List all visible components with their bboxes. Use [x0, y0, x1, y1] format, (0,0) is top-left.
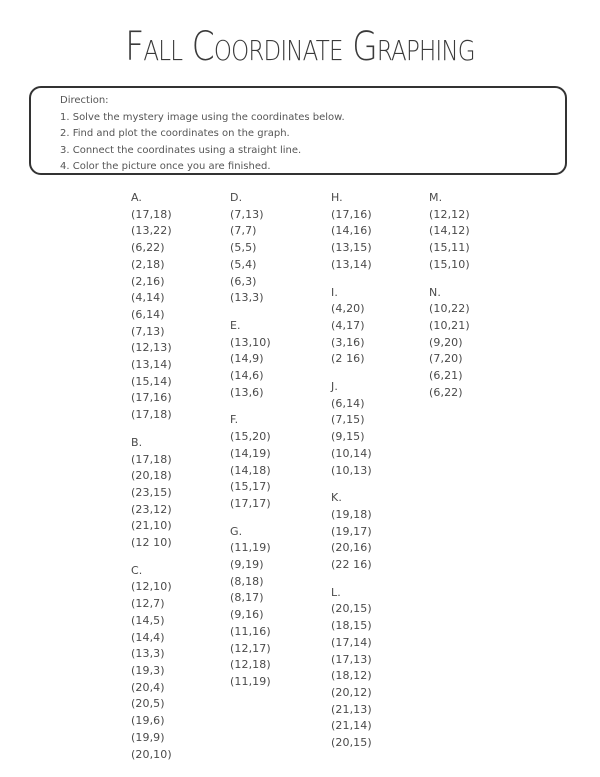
- coordinate-pair: (6,22): [131, 241, 165, 255]
- group-label: I.: [331, 285, 338, 299]
- coordinate-pair: (7,7): [230, 224, 257, 238]
- coordinate-pair: (7,13): [230, 207, 264, 221]
- coordinate-pair: (10,13): [331, 463, 372, 477]
- group-label: E.: [230, 318, 241, 332]
- coordinate-column-2: [230, 190, 271, 702]
- coordinate-pair: (5,5): [230, 241, 257, 255]
- coordinate-pair: (12,12): [429, 207, 470, 221]
- coordinate-pair: (9,20): [429, 335, 463, 349]
- coordinate-pair: (12,18): [230, 658, 271, 672]
- coordinate-pair: (15,10): [429, 257, 470, 271]
- coordinate-column-1: [131, 190, 172, 774]
- coordinate-pair: (20,16): [331, 541, 372, 555]
- coordinate-group: [331, 585, 372, 752]
- coordinate-group: [131, 190, 172, 424]
- coordinate-pair: (14,4): [131, 630, 165, 644]
- coordinate-pair: (8,17): [230, 591, 264, 605]
- coordinate-pair: (20,18): [131, 469, 172, 483]
- coordinate-group: [230, 524, 271, 691]
- coordinate-pair: (6,21): [429, 369, 463, 383]
- coordinate-pair: (10,14): [331, 446, 372, 460]
- coordinate-pair: (15,14): [131, 374, 172, 388]
- coordinate-pair: (17,18): [131, 452, 172, 466]
- coordinate-pair: (2 16): [331, 352, 365, 366]
- coordinate-pair: (12,10): [131, 580, 172, 594]
- coordinate-pair: (15,20): [230, 430, 271, 444]
- group-label: L.: [331, 585, 341, 599]
- coordinate-pair: (3,16): [331, 335, 365, 349]
- directions-box: [29, 86, 567, 175]
- coordinate-pair: (23,12): [131, 502, 172, 516]
- coordinate-pair: (13,10): [230, 335, 271, 349]
- coordinate-pair: (14,5): [131, 613, 165, 627]
- coordinate-group: [331, 490, 372, 574]
- group-label: M.: [429, 191, 443, 204]
- coordinate-pair: (13,3): [131, 647, 165, 661]
- coordinate-pair: (5,4): [230, 257, 257, 271]
- coordinate-pair: (22 16): [331, 558, 372, 572]
- coordinate-pair: (15,11): [429, 241, 470, 255]
- coordinate-column-3: [331, 190, 372, 763]
- coordinate-pair: (11,19): [230, 541, 271, 555]
- coordinate-pair: (12,17): [230, 641, 271, 655]
- coordinate-pair: (6,22): [429, 385, 463, 399]
- coordinate-pair: (7,13): [131, 324, 165, 338]
- group-label: J.: [331, 380, 338, 394]
- coordinate-pair: (14,9): [230, 352, 264, 366]
- coordinate-pair: (13,14): [331, 257, 372, 271]
- coordinate-group: [131, 435, 172, 552]
- group-label: D.: [230, 191, 243, 204]
- coordinate-pair: (19,18): [331, 507, 372, 521]
- coordinate-pair: (23,15): [131, 485, 172, 499]
- coordinate-pair: (13,15): [331, 241, 372, 255]
- coordinate-pair: (13,14): [131, 358, 172, 372]
- coordinate-group: [429, 285, 470, 402]
- coordinate-pair: (4,14): [131, 291, 165, 305]
- coordinate-pair: (19,6): [131, 714, 165, 728]
- coordinate-pair: (21,14): [331, 719, 372, 733]
- coordinate-pair: (4,20): [331, 302, 365, 316]
- coordinate-pair: (6,14): [331, 396, 365, 410]
- coordinate-pair: (18,12): [331, 669, 372, 683]
- coordinate-pair: (18,15): [331, 619, 372, 633]
- direction-step: 1. Solve the mystery image using the coordinates below.: [60, 111, 345, 123]
- coordinate-group: [331, 190, 372, 274]
- coordinate-pair: (17,16): [331, 207, 372, 221]
- coordinate-pair: (10,21): [429, 318, 470, 332]
- coordinate-pair: (6,14): [131, 307, 165, 321]
- coordinate-pair: (7,20): [429, 352, 463, 366]
- direction-step: 3. Connect the coordinates using a straight line.: [60, 144, 302, 156]
- coordinate-pair: (17,18): [131, 408, 172, 422]
- group-label: B.: [131, 435, 143, 449]
- coordinate-pair: (12,13): [131, 341, 172, 355]
- coordinate-group: [131, 563, 172, 763]
- group-label: F.: [230, 413, 239, 427]
- coordinate-pair: (6,3): [230, 274, 257, 288]
- coordinate-pair: (12,7): [131, 597, 165, 611]
- coordinate-pair: (11,16): [230, 624, 271, 638]
- coordinate-pair: (20,10): [131, 747, 172, 761]
- coordinate-pair: (17,17): [230, 496, 271, 510]
- coordinate-group: [230, 190, 271, 307]
- group-label: K.: [331, 491, 342, 505]
- coordinate-pair: (14,6): [230, 369, 264, 383]
- coordinate-pair: (20,5): [131, 697, 165, 711]
- coordinate-pair: (7,15): [331, 413, 365, 427]
- direction-step: 2. Find and plot the coordinates on the graph.: [60, 128, 290, 139]
- coordinate-pair: (21,10): [131, 519, 172, 533]
- coordinate-group: [429, 190, 470, 274]
- coordinate-pair: (14,12): [429, 224, 470, 238]
- coordinate-pair: (21,13): [331, 702, 372, 716]
- coordinate-pair: (20,15): [331, 736, 372, 750]
- coordinate-pair: (20,12): [331, 685, 372, 699]
- coordinate-pair: (11,19): [230, 674, 271, 688]
- coordinate-pair: (20,15): [331, 602, 372, 616]
- coordinate-pair: (2,16): [131, 274, 165, 288]
- coordinate-pair: (20,4): [131, 680, 165, 694]
- coordinate-pair: (2,18): [131, 257, 165, 271]
- group-label: G.: [230, 524, 243, 538]
- coordinate-pair: (17,18): [131, 207, 172, 221]
- coordinate-pair: (15,17): [230, 480, 271, 494]
- direction-step: 4. Color the picture once you are finished.: [60, 161, 271, 172]
- coordinate-pair: (17,16): [131, 391, 172, 405]
- group-label: A.: [131, 191, 143, 204]
- directions-heading: Direction:: [60, 95, 109, 106]
- coordinate-pair: (13,3): [230, 291, 264, 305]
- coordinate-pair: (14,16): [331, 224, 372, 238]
- coordinate-group: [230, 318, 271, 402]
- coordinate-pair: (13,6): [230, 385, 264, 399]
- coordinate-pair: (19,9): [131, 730, 165, 744]
- coordinate-pair: (9,15): [331, 430, 365, 444]
- coordinate-pair: (19,3): [131, 663, 165, 677]
- coordinate-pair: (14,19): [230, 446, 271, 460]
- coordinate-group: [331, 379, 372, 479]
- coordinate-pair: (4,17): [331, 318, 365, 332]
- page-title: Fall Coordinate Graphing: [125, 24, 475, 70]
- coordinate-pair: (17,13): [331, 652, 372, 666]
- coordinate-group: [331, 285, 372, 369]
- coordinate-pair: (19,17): [331, 524, 372, 538]
- coordinate-column-4: [429, 190, 470, 412]
- group-label: H.: [331, 191, 343, 204]
- coordinate-group: [230, 412, 271, 512]
- coordinate-pair: (14,18): [230, 463, 271, 477]
- coordinate-pair: (17,14): [331, 635, 372, 649]
- coordinate-pair: (9,19): [230, 558, 264, 572]
- coordinate-pair: (9,16): [230, 608, 264, 622]
- coordinate-pair: (13,22): [131, 224, 172, 238]
- coordinate-pair: (12 10): [131, 536, 172, 550]
- group-label: N.: [429, 285, 441, 299]
- coordinate-pair: (8,18): [230, 574, 264, 588]
- group-label: C.: [131, 563, 143, 577]
- coordinate-pair: (10,22): [429, 302, 470, 316]
